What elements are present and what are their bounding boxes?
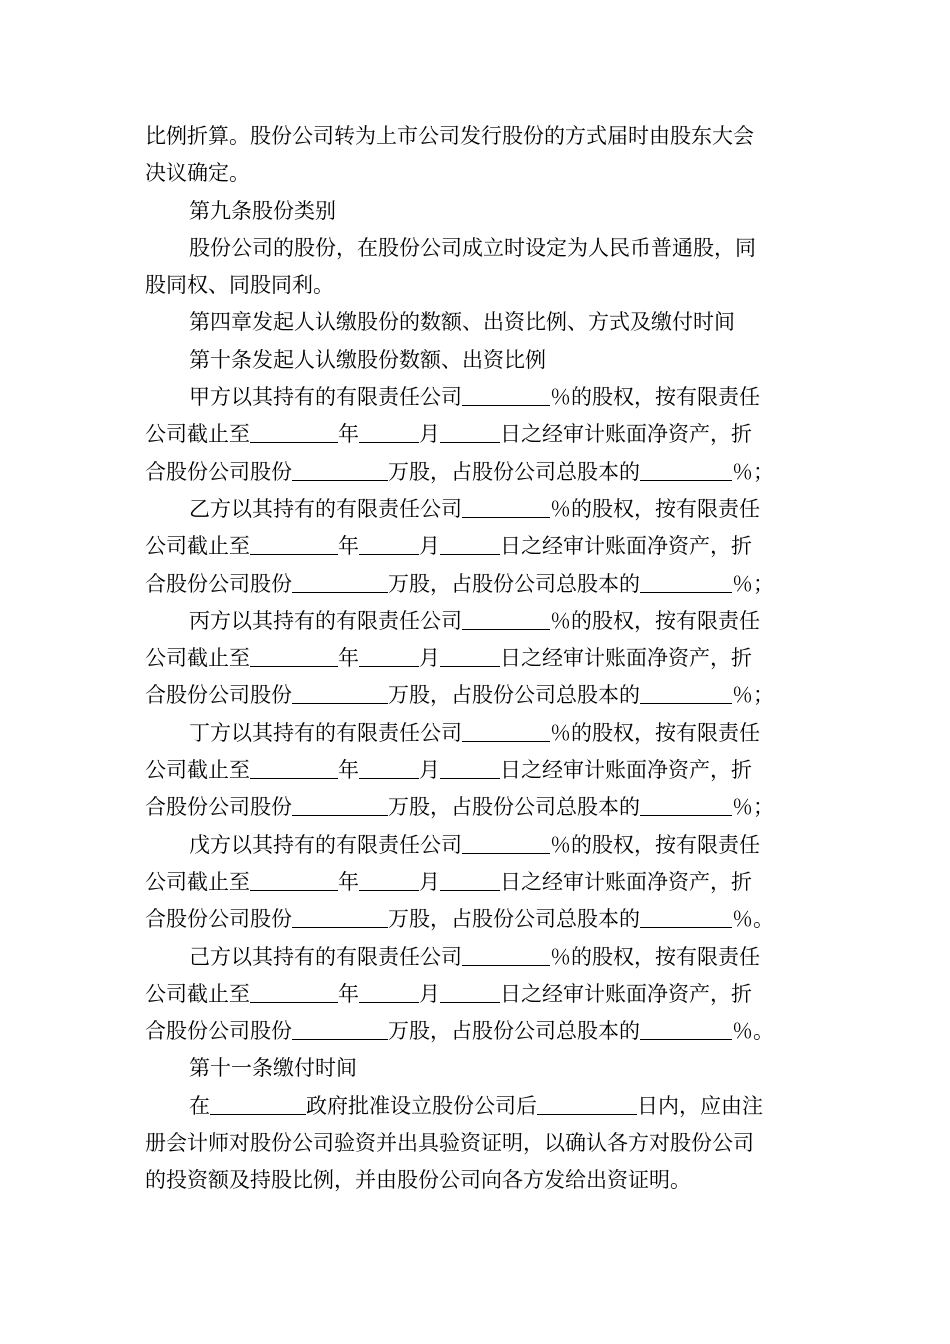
clause-text: 月 [419, 646, 440, 671]
clause-end: ％。 [732, 907, 774, 932]
clause-text: 以其持有的有限责任公司 [231, 385, 462, 410]
clause-text: 以其持有的有限责任公司 [231, 608, 462, 633]
article-9-title: 第九条股份类别 [189, 198, 336, 223]
party-line-3 [145, 454, 807, 491]
clause-text: 日之经审计账面净资产，折 [500, 869, 752, 894]
party-name: 己方 [189, 944, 231, 969]
equity-percent-blank[interactable] [462, 719, 550, 742]
paragraph-line: 比例折算。股份公司转为上市公司发行股份的方式届时由股东大会 [145, 124, 754, 148]
clause-text: 日之经审计账面净资产，折 [500, 758, 752, 783]
clause-text: ％的股权，按有限责任 [550, 944, 760, 969]
clause-text: 公司截止至 [145, 869, 250, 894]
party-line-2 [145, 416, 807, 453]
shares-blank[interactable] [292, 793, 388, 816]
clause-text: 月 [419, 981, 440, 1006]
shares-blank[interactable] [292, 681, 388, 704]
paragraph-line: 股同权、同股同利。 [145, 273, 334, 298]
share-percent-blank[interactable] [640, 1017, 732, 1040]
year-blank[interactable] [250, 868, 338, 891]
party-clause [145, 491, 807, 603]
month-blank[interactable] [359, 756, 419, 779]
month-blank[interactable] [359, 980, 419, 1003]
clause-text: 公司截止至 [145, 981, 250, 1006]
party-name: 丁方 [189, 720, 231, 745]
party-line-2 [145, 976, 807, 1013]
clause-text: ％的股权，按有限责任 [550, 496, 760, 521]
party-line-3 [145, 677, 807, 714]
share-percent-blank[interactable] [640, 570, 732, 593]
party-name: 乙方 [189, 496, 231, 521]
year-blank[interactable] [250, 980, 338, 1003]
equity-percent-blank[interactable] [462, 607, 550, 630]
shares-blank[interactable] [292, 570, 388, 593]
year-blank[interactable] [250, 756, 338, 779]
party-line-2 [145, 864, 807, 901]
paragraph-line: 决议确定。 [145, 161, 250, 186]
clause-text: 月 [419, 422, 440, 447]
clause-text: ％的股权，按有限责任 [550, 385, 760, 410]
clause-text: 在 [189, 1093, 210, 1118]
clause-end: ％； [732, 795, 774, 820]
year-blank[interactable] [250, 644, 338, 667]
clause-text: 月 [419, 534, 440, 559]
days-blank[interactable] [537, 1092, 637, 1115]
share-percent-blank[interactable] [640, 793, 732, 816]
share-percent-blank[interactable] [640, 458, 732, 481]
clause-end: ％； [732, 571, 774, 596]
clause-text: 合股份公司股份 [145, 683, 292, 708]
clause-text: 合股份公司股份 [145, 459, 292, 484]
clause-text: 日内，应由注 [637, 1093, 763, 1118]
clause-text: 日之经审计账面净资产，折 [500, 422, 752, 447]
equity-percent-blank[interactable] [462, 943, 550, 966]
clause-text: 万股，占股份公司总股本的 [388, 459, 640, 484]
clause-text: 公司截止至 [145, 422, 250, 447]
clause-text: 合股份公司股份 [145, 1019, 292, 1044]
day-blank[interactable] [440, 420, 500, 443]
month-blank[interactable] [359, 644, 419, 667]
clause-text: 年 [338, 534, 359, 559]
clause-text: ％的股权，按有限责任 [550, 832, 760, 857]
equity-percent-blank[interactable] [462, 495, 550, 518]
clause-text: 合股份公司股份 [145, 571, 292, 596]
day-blank[interactable] [440, 644, 500, 667]
clause-text: 年 [338, 646, 359, 671]
shares-blank[interactable] [292, 1017, 388, 1040]
clause-text: 公司截止至 [145, 646, 250, 671]
clause-text: 以其持有的有限责任公司 [231, 944, 462, 969]
clause-text: 万股，占股份公司总股本的 [388, 1019, 640, 1044]
clause-text: 年 [338, 758, 359, 783]
party-clause [145, 939, 807, 1051]
clause-text: 万股，占股份公司总股本的 [388, 795, 640, 820]
clause-text: 日之经审计账面净资产，折 [500, 646, 752, 671]
day-blank[interactable] [440, 980, 500, 1003]
party-name: 戊方 [189, 832, 231, 857]
clause-text: 万股，占股份公司总股本的 [388, 683, 640, 708]
clause-text: 以其持有的有限责任公司 [231, 720, 462, 745]
party-line-1 [145, 603, 807, 640]
clause-text: 以其持有的有限责任公司 [231, 832, 462, 857]
paragraph-line: 股份公司的股份，在股份公司成立时设定为人民币普通股，同 [189, 235, 756, 260]
article-11-line-2: 册会计师对股份公司验资并出具验资证明，以确认各方对股份公司 [145, 1131, 754, 1156]
shares-blank[interactable] [292, 905, 388, 928]
clause-text: 公司截止至 [145, 534, 250, 559]
year-blank[interactable] [250, 532, 338, 555]
clause-text: 以其持有的有限责任公司 [231, 496, 462, 521]
clause-end: ％； [732, 459, 774, 484]
month-blank[interactable] [359, 868, 419, 891]
document-body [145, 118, 807, 1200]
clause-text: 年 [338, 422, 359, 447]
clause-text: ％的股权，按有限责任 [550, 720, 760, 745]
clause-text: 年 [338, 869, 359, 894]
article-10-title: 第十条发起人认缴股份数额、出资比例 [189, 347, 546, 372]
day-blank[interactable] [440, 868, 500, 891]
clause-text: 月 [419, 758, 440, 783]
party-line-1 [145, 715, 807, 752]
party-name: 丙方 [189, 608, 231, 633]
shares-blank[interactable] [292, 458, 388, 481]
clause-text: 合股份公司股份 [145, 907, 292, 932]
clause-text: 月 [419, 869, 440, 894]
party-line-3 [145, 1013, 807, 1050]
party-line-1 [145, 939, 807, 976]
article-11-line-1 [145, 1088, 807, 1125]
day-blank[interactable] [440, 756, 500, 779]
party-name: 甲方 [189, 385, 231, 410]
party-line-2 [145, 752, 807, 789]
government-blank[interactable] [210, 1092, 306, 1115]
share-percent-blank[interactable] [640, 681, 732, 704]
party-clause [145, 827, 807, 939]
party-line-2 [145, 640, 807, 677]
article-11-title: 第十一条缴付时间 [189, 1056, 357, 1081]
clause-text: 年 [338, 981, 359, 1006]
party-line-1 [145, 379, 807, 416]
day-blank[interactable] [440, 532, 500, 555]
share-percent-blank[interactable] [640, 905, 732, 928]
party-line-3 [145, 901, 807, 938]
year-blank[interactable] [250, 420, 338, 443]
clause-text: 日之经审计账面净资产，折 [500, 534, 752, 559]
party-line-1 [145, 827, 807, 864]
clause-text: 日之经审计账面净资产，折 [500, 981, 752, 1006]
clause-text: 政府批准设立股份公司后 [306, 1093, 537, 1118]
clause-end: ％； [732, 683, 774, 708]
chapter-4-title: 第四章发起人认缴股份的数额、出资比例、方式及缴付时间 [189, 310, 735, 335]
clause-text: 公司截止至 [145, 758, 250, 783]
party-clause [145, 379, 807, 491]
party-clause [145, 603, 807, 715]
clause-end: ％。 [732, 1019, 774, 1044]
equity-percent-blank[interactable] [462, 831, 550, 854]
party-line-1 [145, 491, 807, 528]
party-line-3 [145, 566, 807, 603]
party-clause [145, 715, 807, 827]
clause-text: 万股，占股份公司总股本的 [388, 907, 640, 932]
clause-text: 万股，占股份公司总股本的 [388, 571, 640, 596]
clause-text: ％的股权，按有限责任 [550, 608, 760, 633]
party-line-3 [145, 789, 807, 826]
month-blank[interactable] [359, 420, 419, 443]
month-blank[interactable] [359, 532, 419, 555]
article-11-line-3: 的投资额及持股比例，并由股份公司向各方发给出资证明。 [145, 1168, 691, 1193]
clause-text: 合股份公司股份 [145, 795, 292, 820]
equity-percent-blank[interactable] [462, 383, 550, 406]
party-line-2 [145, 528, 807, 565]
